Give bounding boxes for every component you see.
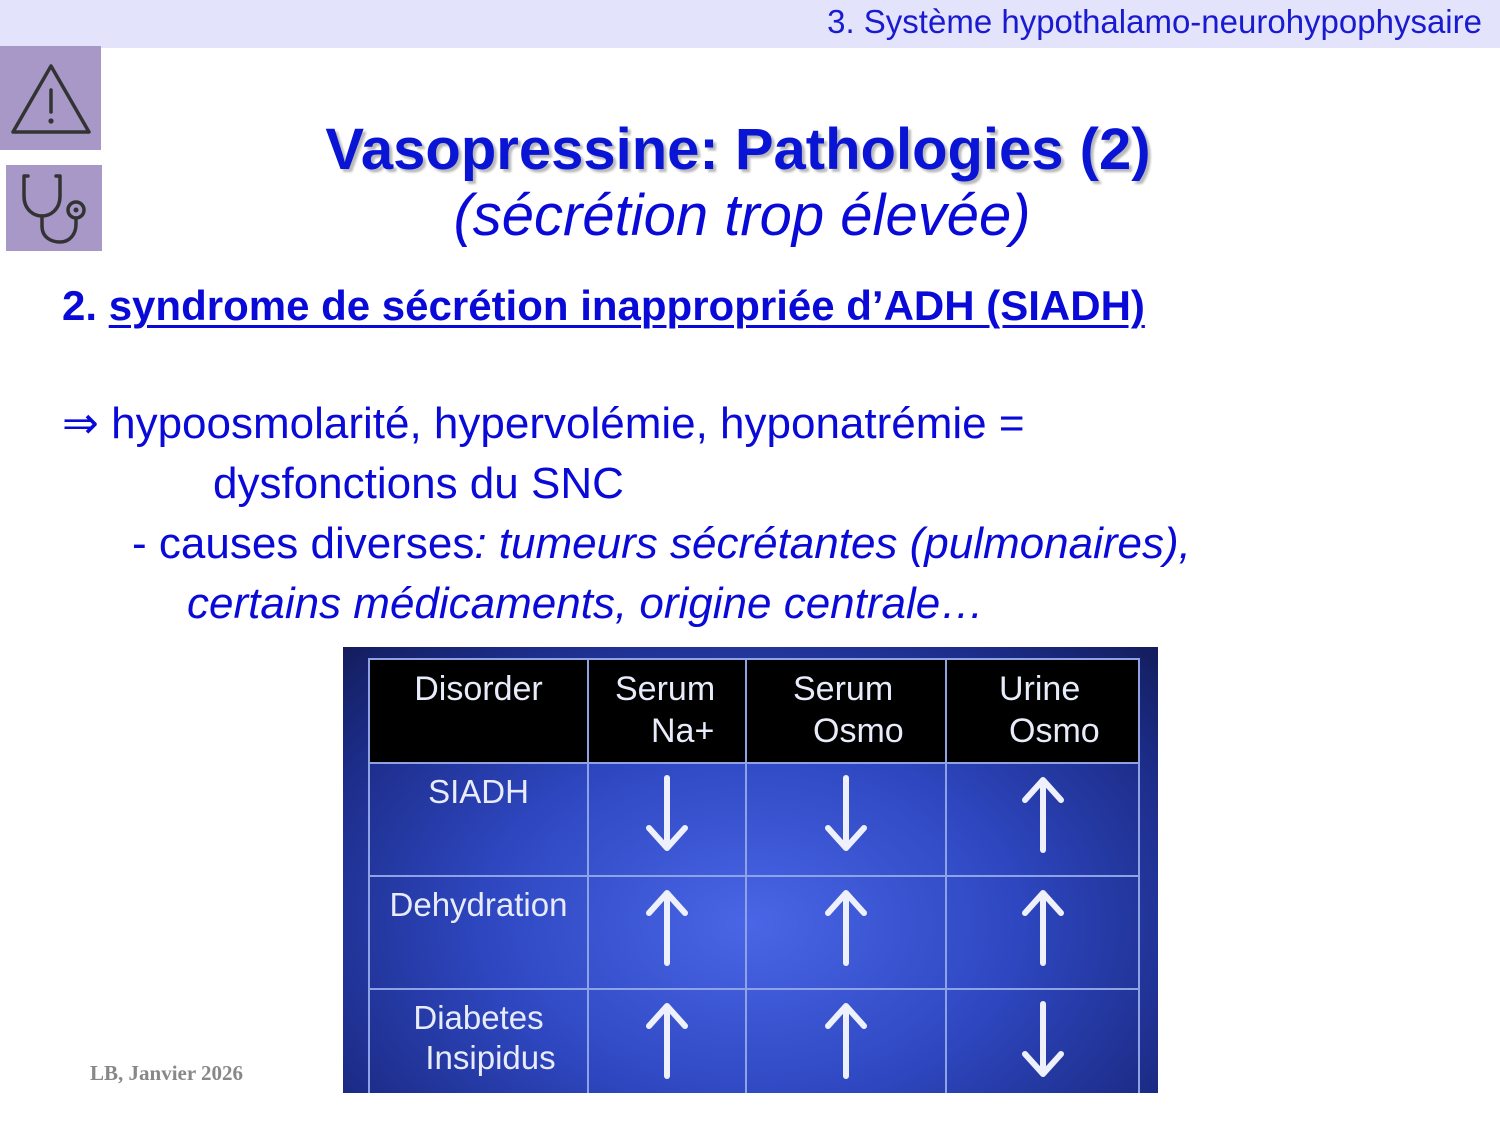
table-row — [369, 876, 1139, 989]
serum-osmo-up-arrow-icon — [746, 876, 946, 989]
serum-na-up-arrow-icon — [588, 989, 746, 1093]
disorder-label: SIADH — [369, 763, 588, 876]
urine-osmo-down-arrow-icon — [946, 989, 1139, 1093]
serum-osmo-up-arrow-icon — [746, 989, 946, 1093]
serum-osmo-down-arrow-icon — [746, 763, 946, 876]
header-serum-osmo: Serum Osmo — [746, 659, 946, 763]
header-urine-osmo: Urine Osmo — [946, 659, 1139, 763]
disorder-table — [368, 658, 1140, 1093]
header-disorder: Disorder — [369, 659, 588, 763]
urine-osmo-up-arrow-icon — [946, 876, 1139, 989]
causes-label: - causes diverses — [132, 519, 475, 568]
body-line-cns: dysfonctions du SNC — [213, 459, 624, 508]
section-heading — [62, 280, 1145, 332]
serum-na-down-arrow-icon — [588, 763, 746, 876]
body-line-causes-continued: certains médicaments, origine centrale… — [187, 579, 985, 628]
body-line-causes — [132, 516, 1191, 572]
footer-credit: LB, Janvier 2026 — [90, 1061, 244, 1085]
siadh-table-image — [343, 647, 1158, 1093]
section-title: 3. Système hypothalamo-neurohypophysaire — [827, 3, 1482, 40]
urine-osmo-up-arrow-icon — [946, 763, 1139, 876]
body-line-consequences: ⇒ hypoosmolarité, hypervolémie, hyponatrémie = — [62, 399, 1025, 448]
table-row — [369, 763, 1139, 876]
disorder-label: Diabetes Insipidus — [369, 989, 588, 1093]
heading-number: 2. — [62, 282, 109, 329]
table-row — [369, 989, 1139, 1093]
header-serum-na: Serum Na+ — [588, 659, 746, 763]
disorder-label: Dehydration — [369, 876, 588, 989]
slide-title: Vasopressine: Pathologies (2) — [325, 117, 1151, 182]
slide-subtitle: (sécrétion trop élevée) — [453, 183, 1031, 248]
heading-text: syndrome de sécrétion inappropriée d’ADH (SIADH) — [108, 282, 1145, 329]
causes-list: : tumeurs sécrétantes (pulmonaires), — [474, 519, 1191, 568]
serum-na-up-arrow-icon — [588, 876, 746, 989]
